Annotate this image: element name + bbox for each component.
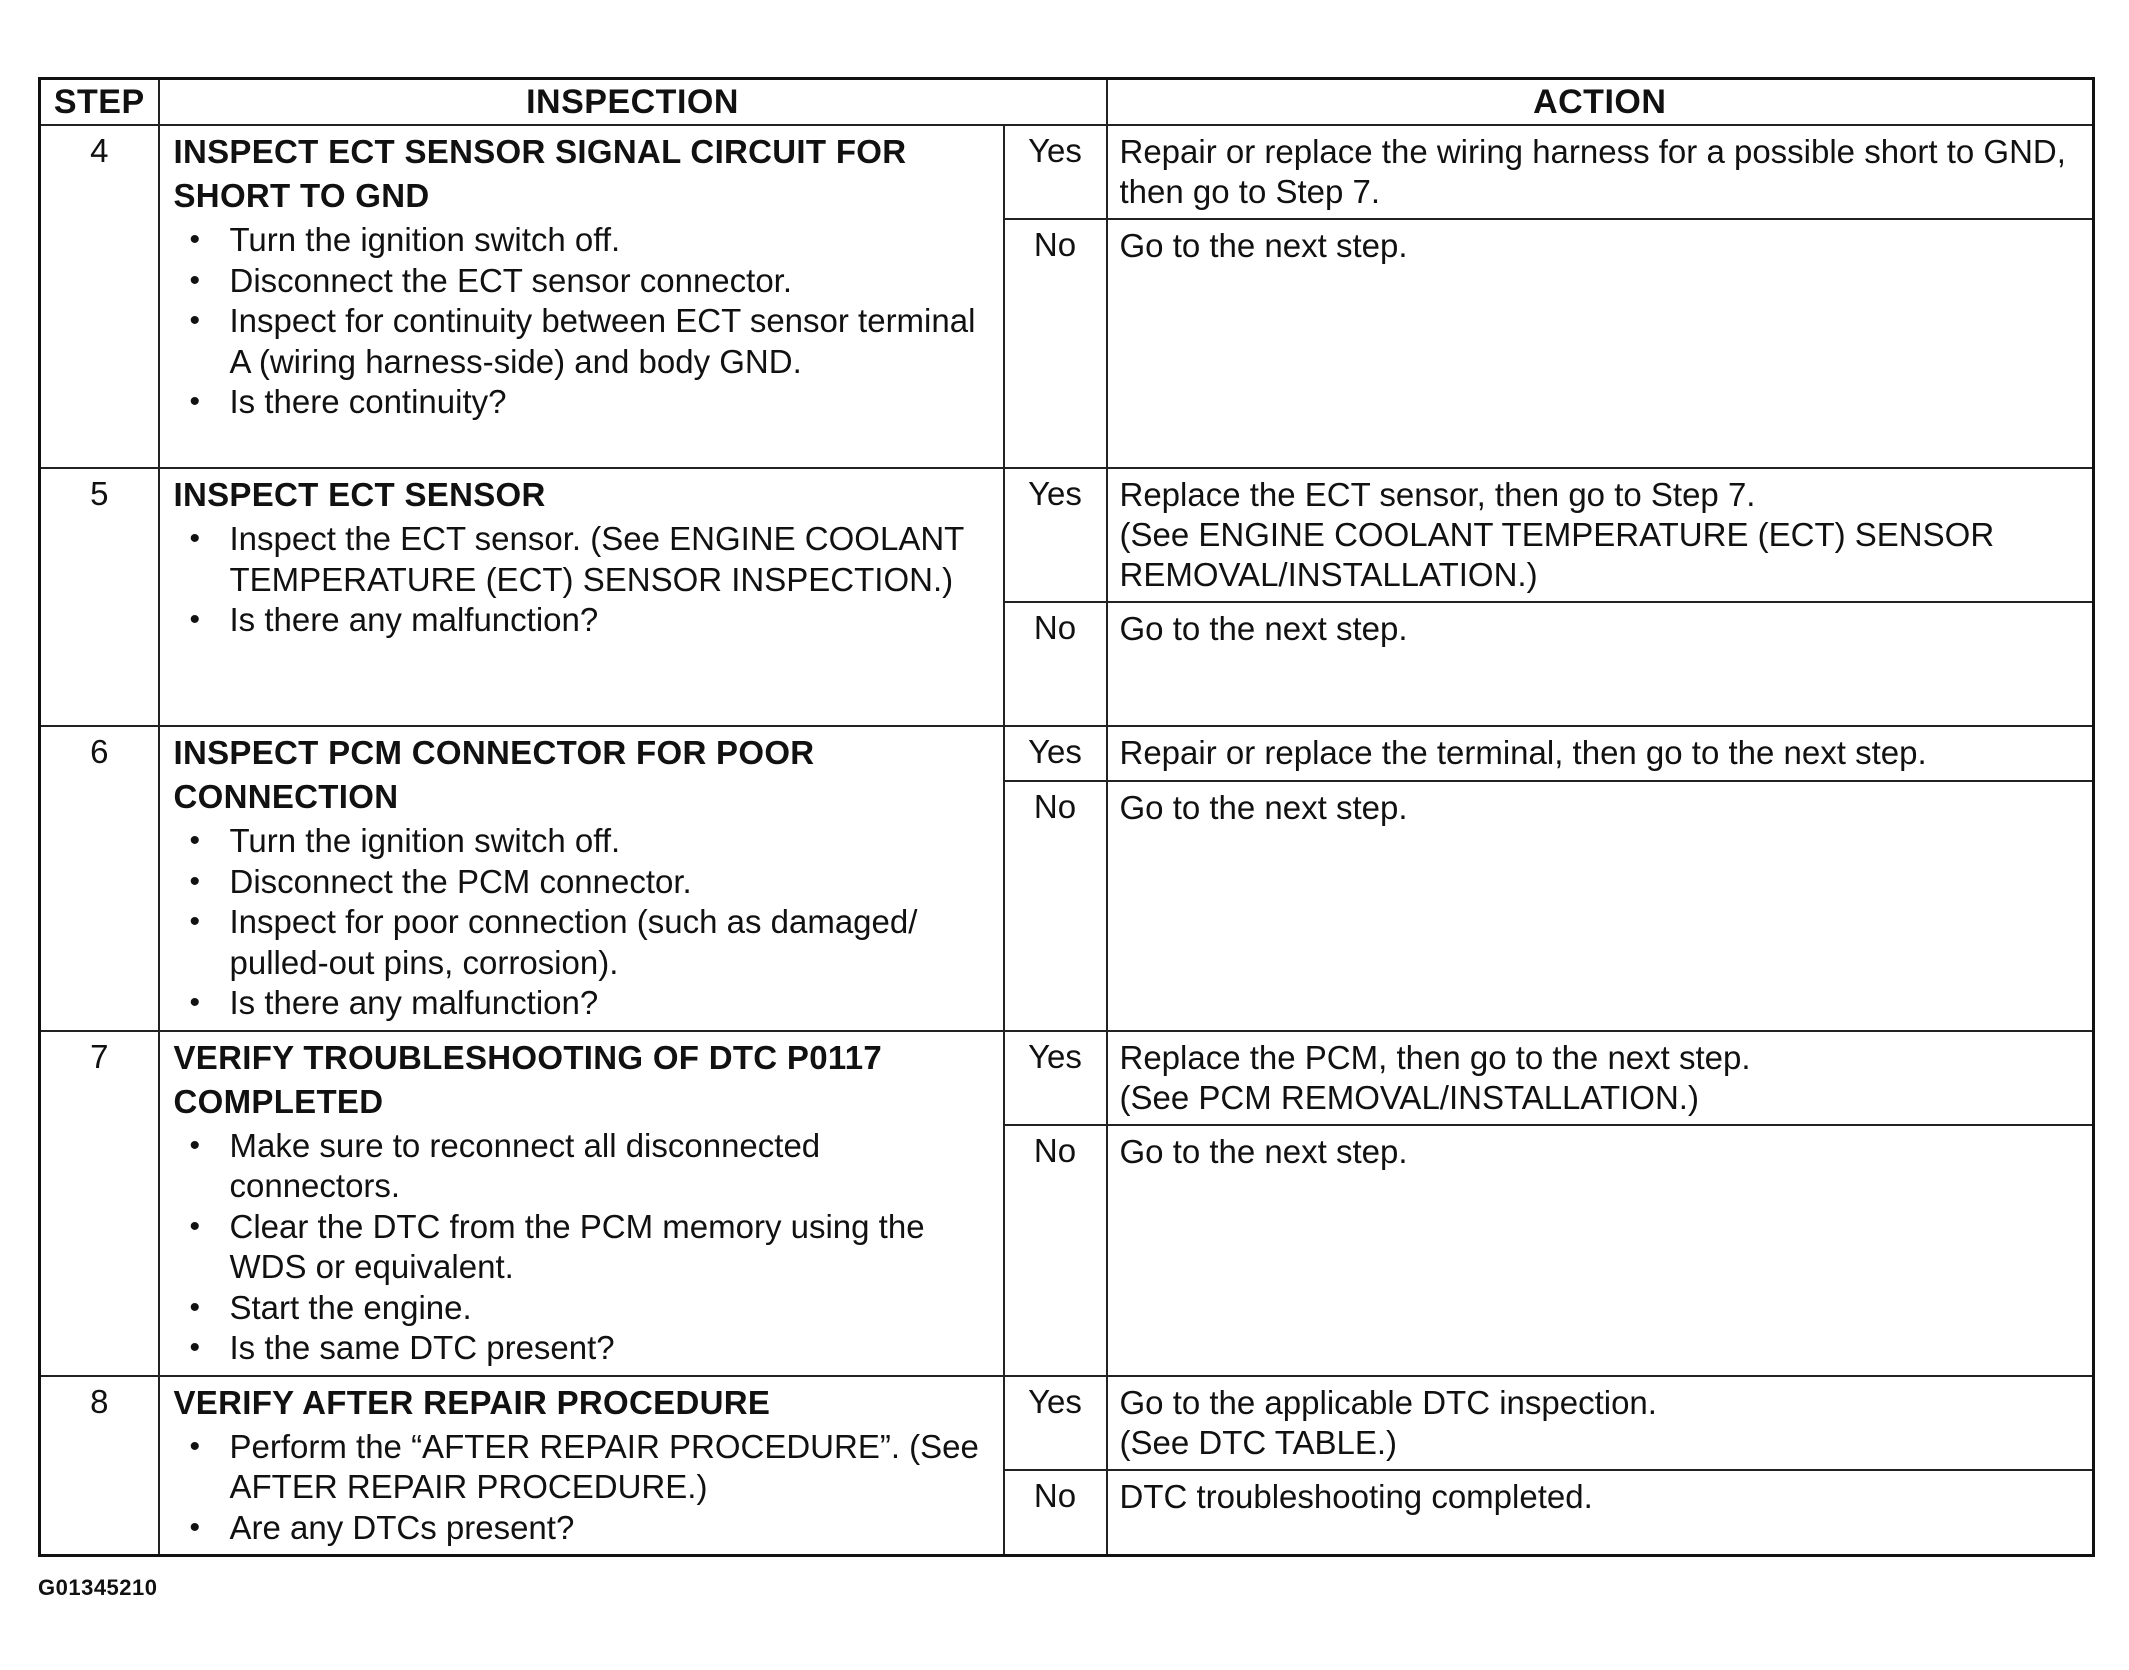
inspection-bullets xyxy=(174,821,995,1024)
inspection-bullets xyxy=(174,1126,995,1369)
table-row xyxy=(40,726,2094,781)
inspection-bullets xyxy=(174,220,995,423)
inspection-bullet: • Is there continuity? xyxy=(174,382,995,423)
action-text: Go to the next step. xyxy=(1119,610,1408,647)
action-text: Go to the applicable DTC inspection. xyxy=(1119,1383,1657,1421)
no-label: No xyxy=(1004,781,1107,1031)
action-text: Replace the PCM, then go to the next step. xyxy=(1119,1038,1751,1076)
no-action xyxy=(1107,602,2094,726)
inspection-bullets xyxy=(174,1427,995,1549)
yes-label: Yes xyxy=(1004,125,1107,219)
inspection-cell xyxy=(159,1376,1004,1556)
no-label: No xyxy=(1004,1470,1107,1555)
action-text: Replace the ECT sensor, then go to Step 7. xyxy=(1119,476,1756,513)
yes-action xyxy=(1107,1376,2094,1471)
header-step: STEP xyxy=(40,79,159,126)
yes-action xyxy=(1107,125,2094,219)
yes-label: Yes xyxy=(1004,1031,1107,1125)
action-text: (See PCM REMOVAL/INSTALLATION.) xyxy=(1119,1078,1699,1116)
inspection-bullets xyxy=(174,519,995,641)
no-action xyxy=(1107,781,2094,1031)
inspection-bullet: • Is the same DTC present? xyxy=(174,1328,995,1369)
inspection-bullet: • Perform the “AFTER REPAIR PROCEDURE”. (See AFTER REPAIR PROCEDURE.) xyxy=(174,1427,995,1508)
action-text: Go to the next step. xyxy=(1119,788,1408,826)
table-body xyxy=(40,125,2094,1556)
inspection-bullet: • Is there any malfunction? xyxy=(174,600,995,641)
inspection-bullet: • Start the engine. xyxy=(174,1288,995,1329)
troubleshooting-table xyxy=(38,77,2095,1557)
inspection-title: VERIFY TROUBLESHOOTING OF DTC P0117 COMPLETED xyxy=(173,1038,883,1120)
yes-action xyxy=(1107,1031,2094,1125)
inspection-cell xyxy=(159,125,1004,468)
inspection-bullet: • Turn the ignition switch off. xyxy=(174,220,995,261)
no-action xyxy=(1107,219,2094,468)
table-row xyxy=(40,1031,2094,1125)
yes-action xyxy=(1107,468,2094,602)
header-inspection: INSPECTION xyxy=(159,79,1107,126)
no-label: No xyxy=(1004,602,1107,726)
table-header-row xyxy=(40,79,2094,126)
inspection-bullet: • Disconnect the ECT sensor connector. xyxy=(174,261,995,302)
inspection-title: INSPECT ECT SENSOR SIGNAL CIRCUIT FOR SHORT TO GND xyxy=(173,133,907,214)
yes-action xyxy=(1107,726,2094,781)
action-text: (See DTC TABLE.) xyxy=(1119,1423,1398,1461)
action-text: Repair or replace the wiring harness for a possible short to GND, then go to Step 7. xyxy=(1119,133,2066,210)
no-action xyxy=(1107,1125,2094,1376)
table-row xyxy=(40,125,2094,219)
yes-label: Yes xyxy=(1004,468,1107,602)
step-number: 5 xyxy=(40,468,159,726)
action-text: Repair or replace the terminal, then go to the next step. xyxy=(1119,734,1927,771)
inspection-bullet: • Turn the ignition switch off. xyxy=(174,821,995,862)
header-action: ACTION xyxy=(1107,79,2094,126)
no-action xyxy=(1107,1470,2094,1555)
step-number: 6 xyxy=(40,726,159,1031)
inspection-bullet: • Disconnect the PCM connector. xyxy=(174,862,995,903)
inspection-cell xyxy=(159,1031,1004,1376)
step-number: 7 xyxy=(40,1031,159,1376)
action-text: Go to the next step. xyxy=(1119,1132,1408,1170)
inspection-bullet: • Inspect for poor connection (such as damaged/ pulled-out pins, corrosion). xyxy=(174,902,995,983)
no-label: No xyxy=(1004,1125,1107,1376)
action-text: Go to the next step. xyxy=(1119,227,1408,264)
inspection-cell xyxy=(159,468,1004,726)
action-text: DTC troubleshooting completed. xyxy=(1119,1478,1593,1516)
inspection-bullet: • Clear the DTC from the PCM memory using the WDS or equivalent. xyxy=(174,1207,995,1288)
inspection-title: INSPECT PCM CONNECTOR FOR POOR CONNECTION xyxy=(173,734,815,815)
inspection-title: INSPECT ECT SENSOR xyxy=(173,476,546,513)
table-row xyxy=(40,468,2094,602)
yes-label: Yes xyxy=(1004,726,1107,781)
inspection-bullet: • Inspect for continuity between ECT sensor terminal A (wiring harness-side) and body GND. xyxy=(174,301,995,382)
step-number: 8 xyxy=(40,1376,159,1556)
inspection-bullet: • Make sure to reconnect all disconnected connectors. xyxy=(174,1126,995,1207)
table-row xyxy=(40,1376,2094,1471)
figure-code: G01345210 xyxy=(38,1575,158,1600)
inspection-cell xyxy=(159,726,1004,1031)
yes-label: Yes xyxy=(1004,1376,1107,1471)
inspection-bullet: • Inspect the ECT sensor. (See ENGINE COOLANT TEMPERATURE (ECT) SENSOR INSPECTION.) xyxy=(174,519,995,600)
step-number: 4 xyxy=(40,125,159,468)
inspection-bullet: • Are any DTCs present? xyxy=(174,1508,995,1549)
no-label: No xyxy=(1004,219,1107,468)
inspection-title: VERIFY AFTER REPAIR PROCEDURE xyxy=(173,1383,771,1421)
inspection-bullet: • Is there any malfunction? xyxy=(174,983,995,1024)
action-text: (See ENGINE COOLANT TEMPERATURE (ECT) SENSOR REMOVAL/INSTALLATION.) xyxy=(1119,516,1995,593)
